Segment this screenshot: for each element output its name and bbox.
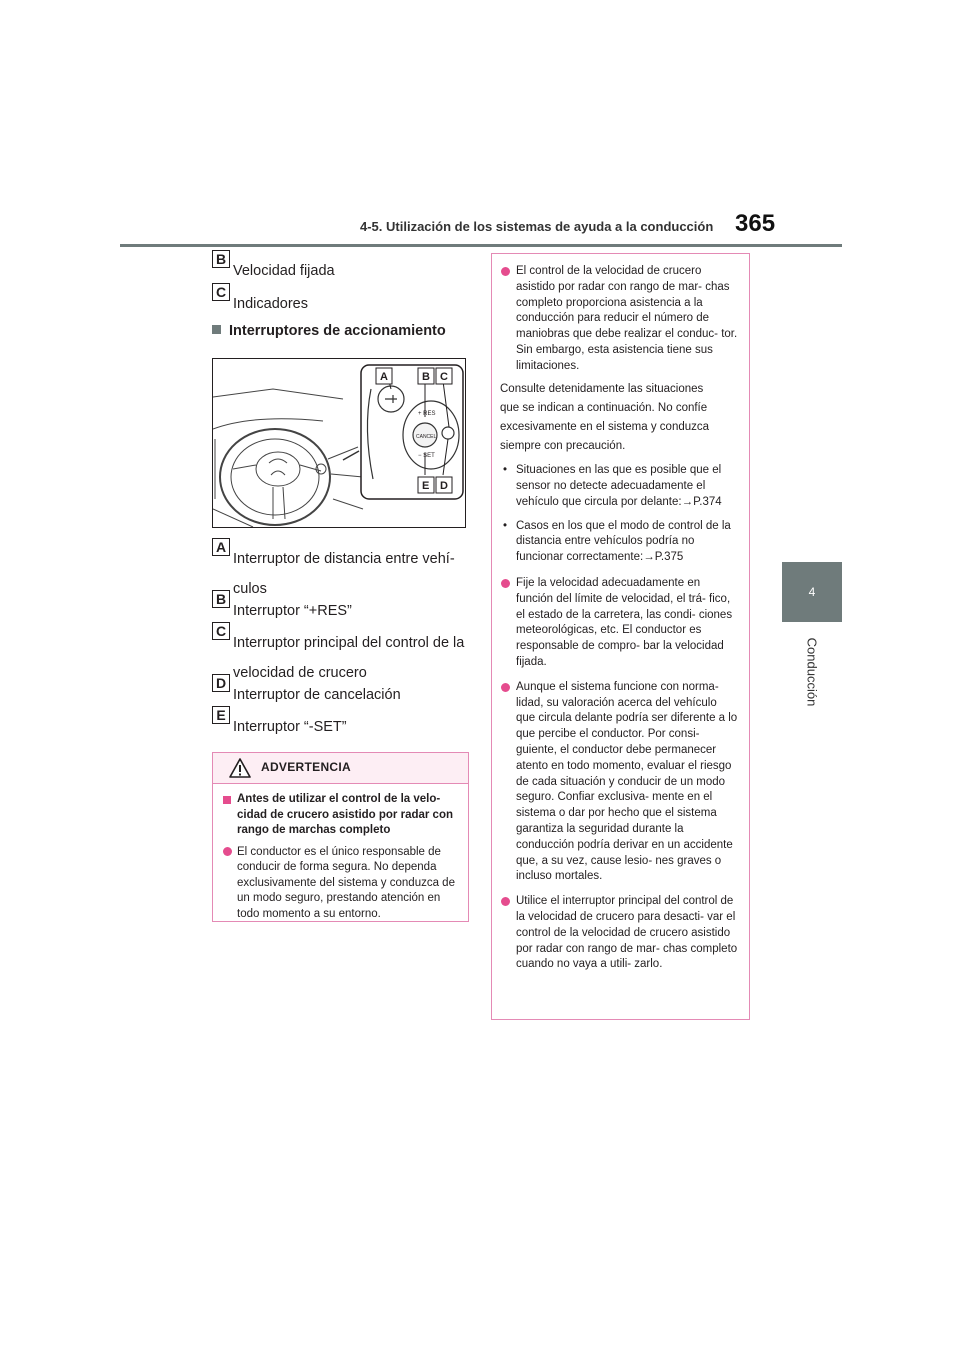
notice-bullet-1 xyxy=(500,264,739,375)
warning-box xyxy=(212,752,469,922)
warning-subheading xyxy=(223,792,460,839)
notice-subitem-1 xyxy=(500,463,739,510)
pink-dot-icon xyxy=(501,683,510,692)
legend-item-e xyxy=(212,707,472,738)
res-button-label: + RES xyxy=(418,411,436,417)
legend-text-line: culos xyxy=(233,581,267,597)
notice-paragraph-line: que se indican a continuación. No confíe xyxy=(500,401,708,414)
set-button-label: − SET xyxy=(418,453,435,459)
notice-bullet-3 xyxy=(500,680,739,885)
figure-callout-a: A xyxy=(380,371,388,383)
legend-item-c xyxy=(212,623,472,684)
figure-callout-b: B xyxy=(422,371,430,383)
legend-item-a xyxy=(212,539,472,600)
running-header: 4-5. Utilización de los sistemas de ayuda a la conducción xyxy=(360,219,714,234)
warning-header xyxy=(213,753,468,784)
steering-wheel-illustration xyxy=(213,359,466,528)
legend-item-c-top xyxy=(212,284,472,315)
legend-text-line: Interruptor “+RES” xyxy=(233,603,352,619)
warning-body xyxy=(213,784,468,922)
callout-letter: C xyxy=(212,283,230,301)
warning-subheading-text: Antes de utilizar el control de la velo- cidad de crucero asistido por radar con rango de marchas completo xyxy=(237,793,454,836)
warning-bullet xyxy=(223,845,460,923)
notice-paragraph-line: excesivamente en el sistema y conduzca xyxy=(500,421,710,434)
legend-text-line: Interruptor “-SET” xyxy=(233,719,347,735)
notice-subitem-2 xyxy=(500,519,739,566)
legend-text-line: Interruptor de cancelación xyxy=(233,687,401,703)
page-number: 365 xyxy=(735,210,776,237)
warning-triangle-icon xyxy=(229,757,251,779)
bullet-dot-icon: • xyxy=(503,519,508,532)
notice-subitem-text: Situaciones en las que es posible que el sensor no detecte adecuadamente el vehículo que circula por delante:→P.374 xyxy=(516,464,722,508)
warning-title: ADVERTENCIA xyxy=(261,760,351,774)
legend-item-b xyxy=(212,591,472,622)
legend-text-line: velocidad de crucero xyxy=(233,665,367,681)
chapter-number: 4 xyxy=(808,585,816,599)
notice-box xyxy=(491,253,750,1020)
callout-letter: A xyxy=(212,538,230,556)
callout-letter: B xyxy=(212,590,230,608)
section-heading xyxy=(212,323,446,339)
chapter-label-text: Conducción xyxy=(804,637,820,707)
legend-text-line: Interruptor principal del control de la xyxy=(233,635,465,651)
notice-bullet-text: Aunque el sistema funcione con norma- lidad, su valoración acerca del vehículo que circula delante podría ser diferente a lo que percibe el conductor. Por consi- guiente, el conductor debe permanecer atento en todo momento, evaluar el riesgo de cada situación y conducir de un modo seguro. Confiar exclusiva- mente en el sistema o dar por hecho que el sistema garantiza la seguridad durante la conducción podría derivar en un accidente que, a su vez, cause lesio- nes graves o incluso mortales. xyxy=(516,680,738,883)
notice-paragraph-line: siempre con precaución. xyxy=(500,440,626,453)
notice-subitem-text: Casos en los que el modo de control de la distancia entre vehículos podría no funcionar correctamente:→P.375 xyxy=(516,519,731,564)
figure-callout-c: C xyxy=(440,371,448,383)
steering-switch-figure xyxy=(212,358,466,528)
heading-square-icon xyxy=(212,325,221,334)
section-heading-text: Interruptores de accionamiento xyxy=(229,323,446,339)
chapter-label xyxy=(772,632,852,712)
warning-bullet-text: El conductor es el único responsable de conducir de forma segura. No dependa exclusivamente del sistema y conduzca de un modo seguro, prestando atención en todo momento a su entorno. xyxy=(237,845,455,920)
header-rule xyxy=(120,244,842,247)
notice-bullet-text: Utilice el interruptor principal del control de la velocidad de crucero para desacti- var el control de la velocidad de crucero asistido por radar con rango de mar- chas completo cuando no vaya a utili- zarlo. xyxy=(516,895,738,971)
legend-text-line: Interruptor de distancia entre vehí- xyxy=(233,551,455,567)
notice-bullet-text: Fije la velocidad adecuadamente en función del límite de velocidad, el trá- fico, el estado de la carretera, las condi- ciones meteorológicas, etc. El conductor es responsable de compro- bar la velocidad fijada. xyxy=(516,577,733,669)
notice-bullet-2 xyxy=(500,576,739,671)
notice-bullet-4 xyxy=(500,894,739,973)
chapter-tab xyxy=(782,562,842,622)
figure-callout-e: E xyxy=(422,480,430,492)
figure-callout-d: D xyxy=(440,480,448,492)
notice-bullet-text: El control de la velocidad de crucero asistido por radar con rango de mar- chas completo proporciona asistencia a la conducción para reducir el número de maniobras que debe realizar el conduc- tor. Sin embargo, esta asistencia tiene sus limitaciones. xyxy=(516,265,738,372)
pink-dot-icon xyxy=(501,897,510,906)
pink-square-icon xyxy=(223,796,231,804)
legend-text: Indicadores xyxy=(233,296,308,312)
cancel-button-label: CANCEL xyxy=(416,434,437,440)
callout-letter: D xyxy=(212,674,230,692)
pink-dot-icon xyxy=(501,579,510,588)
bullet-dot-icon: • xyxy=(503,464,508,477)
notice-paragraph-line: Consulte detenidamente las situaciones xyxy=(500,382,704,395)
callout-letter: E xyxy=(212,706,230,724)
legend-item-d xyxy=(212,675,472,706)
callout-letter: C xyxy=(212,622,230,640)
legend-text: Velocidad fijada xyxy=(233,263,335,279)
callout-letter: B xyxy=(212,250,230,268)
legend-item-b-top xyxy=(212,251,472,282)
pink-dot-icon xyxy=(501,267,510,276)
pink-dot-icon xyxy=(223,847,232,856)
